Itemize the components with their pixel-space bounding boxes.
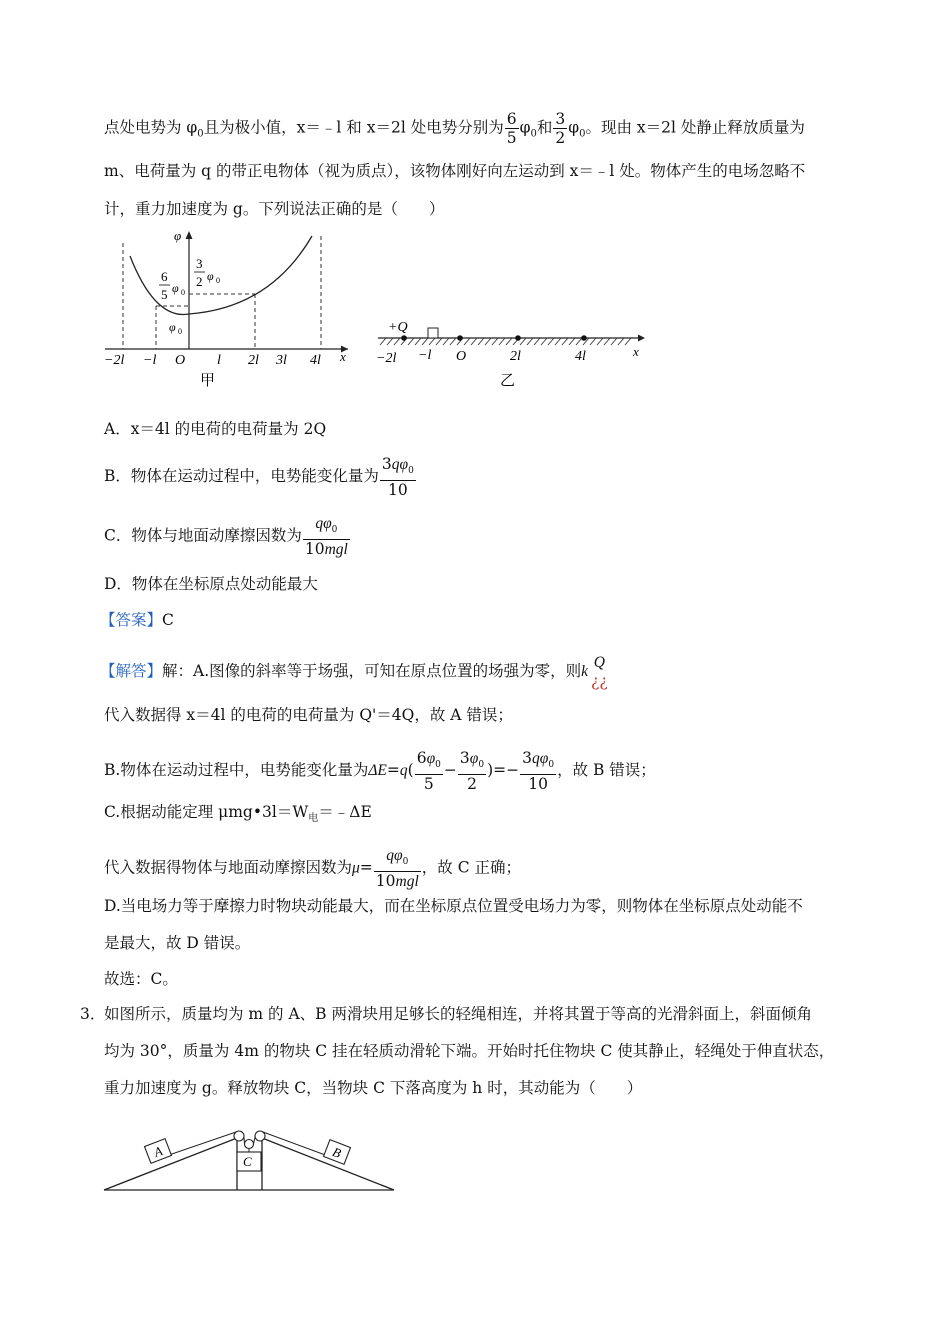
- fraction-6-5: $\frac{6}{5}$: [506, 110, 517, 147]
- phi-axis-arrow: [186, 231, 193, 239]
- option-d: D．物体在坐标原点处动能最大: [104, 575, 318, 593]
- solution-c2: 代入数据得物体与地面动摩擦因数为μ= $\frac{q\varphi_0}{\text{10mgl}}$ ，故 C 正确；: [104, 847, 521, 891]
- label-3-2-sub: 0: [216, 276, 220, 285]
- ground-x-label: x: [633, 344, 639, 359]
- q3-incline-figure: [100, 1130, 400, 1196]
- q3-line1: 如图所示，质量均为 m 的 A、B 两滑块用足够长的轻绳相连，并将其置于等高的光滑斜面上，斜面倾角: [104, 1005, 812, 1023]
- movable-pulley: [245, 1140, 254, 1149]
- x-tick-labels: [104, 353, 321, 368]
- label-6-5-sub: 0: [181, 288, 185, 297]
- solution-tag: 【解答】: [100, 662, 163, 680]
- caption-jia: 甲: [200, 373, 216, 389]
- label-6-5-den: 5: [161, 287, 168, 302]
- option-c: C．物体与地面动摩擦因数为 $\frac{q\varphi_0}{\text{10mgl}}$: [104, 515, 348, 559]
- dot-2l: [515, 335, 521, 341]
- tick-3l: 3l: [276, 353, 287, 368]
- small-block: [428, 328, 438, 338]
- fraction-qphi0-10mgl: $\frac{q\varphi_0}{\text{10mgl}}$: [304, 515, 348, 559]
- label-6-5-phi: φ: [172, 281, 179, 295]
- gtick-o: O: [456, 349, 467, 364]
- q2-line1: 点处电势为 $\varphi_0$且为极小值，x＝﹣l 和 x＝2l 处电势分别为 $\frac{6}{5}$ $\varphi_0$和 $\frac{3}{2}$ $\varphi_0$。现由 x＝2l 处静止释放质量为: [104, 110, 805, 147]
- block-c-label: C: [243, 1154, 252, 1169]
- tick-l: l: [217, 353, 221, 368]
- answer-tag: 【答案】: [100, 611, 163, 629]
- potential-curve: [130, 236, 312, 315]
- rope-c-left: [244, 1137, 245, 1144]
- tick-o: O: [175, 353, 186, 368]
- fraction-3-2: $\frac{3}{2}$: [555, 110, 566, 147]
- q2-line3: 计，重力加速度为 g。下列说法正确的是（ ）: [104, 200, 445, 218]
- caption-yi: 乙: [500, 373, 516, 389]
- left-incline: [104, 1138, 237, 1190]
- tick-4l: 4l: [310, 353, 321, 368]
- block-b: [324, 1140, 351, 1165]
- answer-line: [100, 609, 174, 631]
- charge-dot-4l: [581, 335, 587, 341]
- ground-arrow: [638, 335, 645, 342]
- gtick-neg2l: −2l: [376, 351, 397, 366]
- option-a: A．x＝4l 的电荷的电荷量为 2Q: [104, 420, 327, 438]
- solution-d2: 是最大，故 D 错误。: [104, 934, 251, 952]
- block-a: [145, 1139, 172, 1164]
- rope-b: [263, 1132, 328, 1156]
- fraction-3qphi0-10: $\frac{3q\varphi_0}{10}$: [381, 455, 414, 500]
- tick-2l: 2l: [248, 353, 259, 368]
- option-b: B．物体在运动过程中，电势能变化量为 $\frac{3q\varphi_0}{10}$: [104, 455, 414, 500]
- q3-line2: 均为 30°，质量为 4m 的物块 C 挂在轻质动滑轮下端。开始时托住物块 C 使其静止，轻绳处于伸直状态，: [104, 1042, 835, 1060]
- solution-d1: D.当电场力等于摩擦力时物块动能最大，而在坐标原点位置受电场力为零，则物体在坐标原点处动能不: [104, 897, 803, 915]
- phi-axis-label: φ: [174, 228, 182, 243]
- figure-ground-setup: [376, 320, 645, 389]
- x-axis-label: x: [340, 349, 346, 364]
- tick-neg2l: −2l: [104, 353, 125, 368]
- rope-c-right: [254, 1137, 256, 1144]
- block-a-label: A: [151, 1143, 165, 1160]
- solution-b: B.物体在运动过程中，电势能变化量为ΔE=q( $\frac{6\varphi_0}{5}$ − $\frac{3\varphi_0}{2}$ )=− $\frac{3q\varphi_0}{10}$ ，故 B 错误；: [104, 749, 656, 794]
- gtick-negl: −l: [418, 348, 432, 363]
- solution-a1: 【解答】解：A.图像的斜率等于场强，可知在原点位置的场强为零，则k Q ¿¿: [100, 654, 608, 690]
- label-3-2-den: 2: [196, 274, 203, 289]
- gtick-2l: 2l: [510, 349, 521, 364]
- figure-phi-x-graph: [104, 228, 348, 389]
- dot-o: [457, 335, 463, 341]
- q2-figures: [100, 228, 660, 396]
- label-phi0-sub: 0: [178, 327, 182, 336]
- gtick-4l: 4l: [575, 349, 586, 364]
- answer-value: C: [162, 611, 174, 629]
- q3-number: 3．: [80, 1005, 106, 1023]
- label-3-2-num: 3: [196, 256, 203, 271]
- solution-a2: 代入数据得 x＝4l 的电荷的电荷量为 Q'＝4Q，故 A 错误；: [104, 706, 513, 724]
- solution-c1: C.根据动能定理 $\mu mg•3l=W_电=﹣\Delta E$: [104, 803, 372, 825]
- solution-final: 故选：C。: [104, 970, 178, 988]
- charge-dot-neg2l: [401, 335, 407, 341]
- garbled-fraction: Q ¿¿: [591, 654, 608, 690]
- charge-label: +Q: [388, 320, 408, 335]
- ground-hatch: [380, 338, 631, 345]
- q3-line3: 重力加速度为 g。释放物块 C，当物块 C 下落高度为 h 时，其动能为（ ）: [104, 1079, 643, 1097]
- q2-line2: m、电荷量为 q 的带正电物体（视为质点），该物体刚好向左运动到 x＝﹣l 处。物体产生的电场忽略不: [104, 162, 806, 180]
- label-phi0: φ: [169, 320, 176, 334]
- ground-tick-labels: [376, 348, 586, 366]
- label-6-5-num: 6: [161, 269, 168, 284]
- tick-negl: −l: [143, 353, 157, 368]
- label-3-2-phi: φ: [207, 269, 214, 283]
- block-b-label: B: [330, 1144, 344, 1161]
